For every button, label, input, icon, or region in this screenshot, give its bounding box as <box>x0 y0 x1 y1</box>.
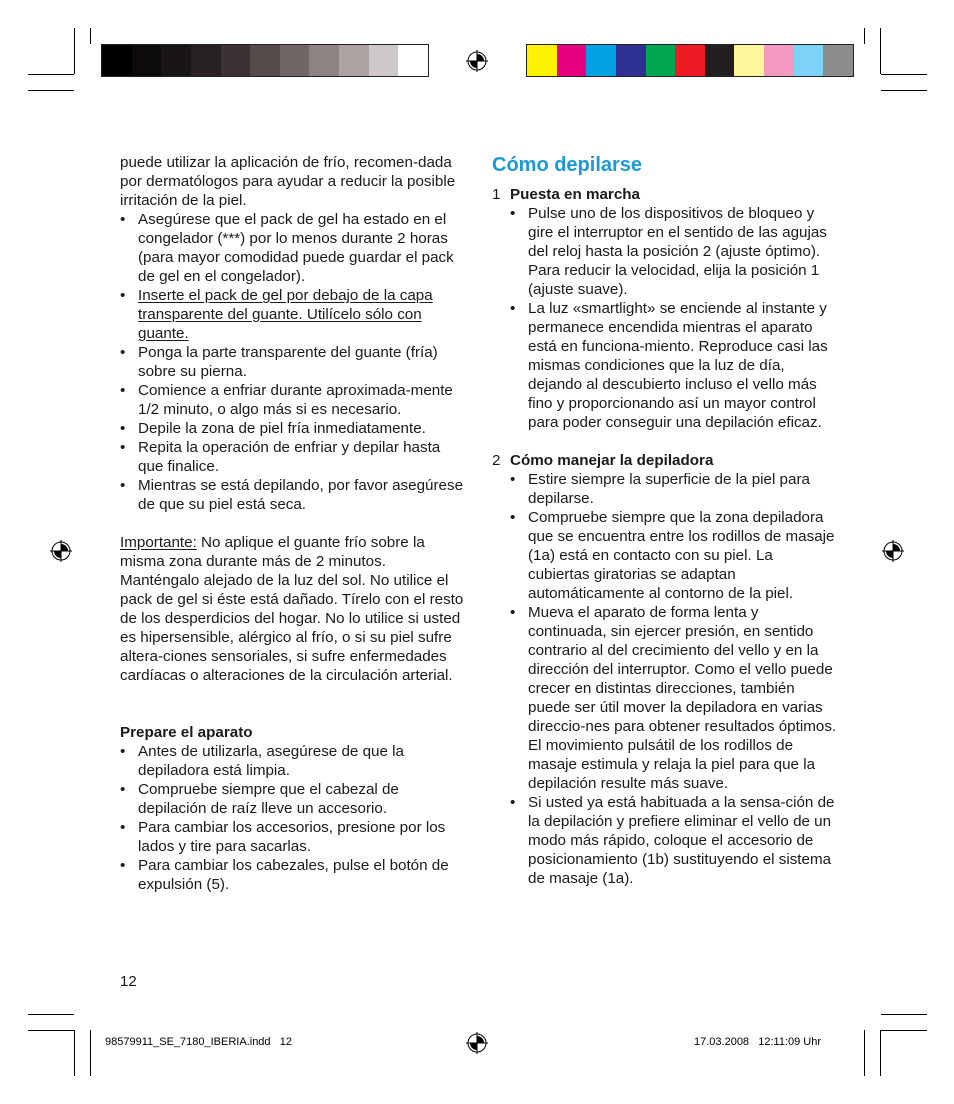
list-item: • Compruebe siempre que la zona depiladora que se encuentra entre los rodillos de masaje (1a) está en contacto con su piel. La cubiertas giratorias se adaptan automáticamente al contorno de la piel. <box>510 508 838 603</box>
list-item: • La luz «smartlight» se enciende al instante y permanece encendida mientras el aparato está en funciona-miento. Reproduce casi las mismas condiciones que la luz de día, dejando al descubierto incluso el vello más fino y proporcionando así un mayor control para poder conseguir una depilación eficaz. <box>510 299 838 432</box>
color-swatch <box>398 45 428 76</box>
registration-mark-icon <box>50 540 72 562</box>
color-swatch <box>616 45 646 76</box>
important-note <box>120 533 465 685</box>
color-swatch <box>221 45 251 76</box>
list-item: • Compruebe siempre que el cabezal de depilación de raíz lleve un accesorio. <box>120 780 465 818</box>
list-item: • Asegúrese que el pack de gel ha estado en el congelador (***) por lo menos durante 2 horas (para mayor comodidad puede guardar el pack de gel en el congelador). <box>120 210 465 286</box>
list-item <box>120 286 465 343</box>
underlined-text: Inserte el pack de gel por debajo de la capa transparente del guante. Utilícelo sólo con guante. <box>138 287 433 342</box>
list-item: • Para cambiar los cabezales, pulse el botón de expulsión (5). <box>120 856 465 894</box>
process-color-bar <box>526 44 854 77</box>
section-heading: Cómo depilarse <box>492 154 643 176</box>
step-title-text: Cómo manejar la depiladora <box>510 452 714 469</box>
page-number: 12 <box>120 973 137 990</box>
step-1-list <box>510 204 838 432</box>
color-swatch <box>191 45 221 76</box>
registration-mark-icon <box>466 1032 488 1054</box>
prepare-list <box>120 742 465 894</box>
color-swatch <box>280 45 310 76</box>
color-swatch <box>734 45 764 76</box>
grayscale-color-bar <box>101 44 429 77</box>
list-item: • Repita la operación de enfriar y depilar hasta que finalice. <box>120 438 465 476</box>
color-swatch <box>705 45 735 76</box>
intro-paragraph: puede utilizar la aplicación de frío, recomen-dada por dermatólogos para ayudar a reducir la posible irritación de la piel. <box>120 154 456 209</box>
color-swatch <box>586 45 616 76</box>
color-swatch <box>369 45 399 76</box>
prepare-heading: Prepare el aparato <box>120 724 253 741</box>
list-item: • Si usted ya está habituada a la sensa-ción de la depilación y prefiere eliminar el vello de un modo más rápido, coloque el accesorio de posicionamiento (1b) sustituyendo el sistema de masaje (1a). <box>510 793 838 888</box>
list-item: • Depile la zona de piel fría inmediatamente. <box>120 419 465 438</box>
list-item: • Mientras se está depilando, por favor asegúrese de que su piel está seca. <box>120 476 465 514</box>
list-item: • Comience a enfriar durante aproximada-mente 1/2 minuto, o algo más si es necesario. <box>120 381 465 419</box>
right-column <box>492 153 838 888</box>
color-swatch <box>646 45 676 76</box>
step-number: 2 <box>492 452 501 469</box>
color-swatch <box>339 45 369 76</box>
list-item: • Ponga la parte transparente del guante (fría) sobre su pierna. <box>120 343 465 381</box>
left-column <box>120 153 465 894</box>
list-item: • Para cambiar los accesorios, presione por los lados y tire para sacarlas. <box>120 818 465 856</box>
color-swatch <box>764 45 794 76</box>
color-swatch <box>309 45 339 76</box>
registration-mark-icon <box>882 540 904 562</box>
color-swatch <box>557 45 587 76</box>
registration-mark-icon <box>466 50 488 72</box>
footer-timestamp: 17.03.2008 12:11:09 Uhr <box>694 1036 822 1048</box>
color-swatch <box>675 45 705 76</box>
step-number: 1 <box>492 186 501 203</box>
footer-file-info: 98579911_SE_7180_IBERIA.indd 12 <box>105 1036 292 1048</box>
color-swatch <box>823 45 853 76</box>
step-title <box>492 451 838 470</box>
important-text: No aplique el guante frío sobre la misma zona durante más de 2 minutos. Manténgalo alejado de la luz del sol. No utilice el pack de gel si éste está dañado. Tírelo con el resto de los desperdicios del hogar. No lo utilice si usted es hipersensible, alérgico al frío, o si su piel sufre altera-ciones sensoriales, si sufre enfermedades cardíacas o alteraciones de la circulación arterial. <box>120 534 464 684</box>
step-title <box>492 185 838 204</box>
color-swatch <box>527 45 557 76</box>
list-item: • Pulse uno de los dispositivos de bloqueo y gire el interruptor en el sentido de las agujas del reloj hasta la posición 2 (ajuste óptimo). Para reducir la velocidad, elija la posición 1 (ajuste suave). <box>510 204 838 299</box>
color-swatch <box>161 45 191 76</box>
important-label: Importante: <box>120 534 197 551</box>
step-2-list <box>510 470 838 888</box>
step-title-text: Puesta en marcha <box>510 186 640 203</box>
color-swatch <box>794 45 824 76</box>
color-swatch <box>132 45 162 76</box>
cold-application-list <box>120 210 465 514</box>
color-swatch <box>250 45 280 76</box>
list-item: • Estire siempre la superficie de la piel para depilarse. <box>510 470 838 508</box>
list-item: • Antes de utilizarla, asegúrese de que la depiladora está limpia. <box>120 742 465 780</box>
color-swatch <box>102 45 132 76</box>
list-item: • Mueva el aparato de forma lenta y continuada, sin ejercer presión, en sentido contrario al del crecimiento del vello y en la dirección del interruptor. Como el vello puede crecer en distintas direcciones, también puede ser útil mover la depiladora en varias direccio-nes para obtener resultados óptimos. El movimiento pulsátil de los rodillos de masaje estimula y relaja la piel para que la depilación resulte más suave. <box>510 603 838 793</box>
